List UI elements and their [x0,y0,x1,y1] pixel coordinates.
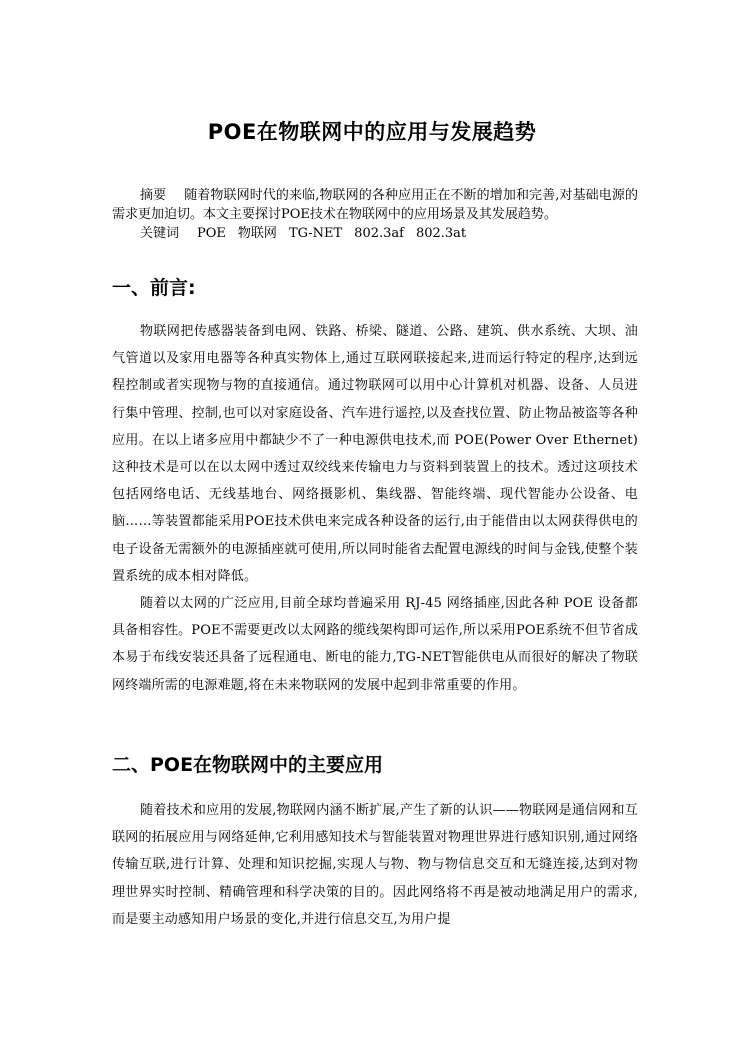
section-heading-preface: 一、前言: [112,277,196,299]
keyword-item: 802.3at [415,226,467,241]
keywords-line [112,224,638,243]
keyword-item: TG-NET [288,226,343,241]
keyword-item: POE [197,226,226,241]
body-paragraph: 物联网把传感器装备到电网、铁路、桥梁、隧道、公路、建筑、供水系统、大坝、油气管道以及家用电器等各种真实物体上,通过互联网联接起来,进而运行特定的程序,达到远程控制或者实现物与物的直接通信。通过物联网可以用中心计算机对机器、设备、人员进行集中管理、控制,也可以对家庭设备、汽车进行遥控,以及查找位置、防止物品被盗等各种应用。在以上诸多应用中都缺少不了一种电源供电技术,而 POE(Power Over Ethernet)这种技术是可以在以太网中透过双绞线来传输电力与资料到装置上的技术。透过这项技术包括网络电话、无线基地台、网络摄影机、集线器、智能终端、现代智能办公设备、电脑……等装置都能采用POE技术供电来完成各种设备的运行,由于能借由以太网获得供电的电子设备无需额外的电源插座就可使用,所以同时能省去配置电源线的时间与金钱,使整个装置系统的成本相对降低。 [112,324,638,584]
section-body-applications [112,797,638,933]
body-paragraph: 随着技术和应用的发展,物联网内涵不断扩展,产生了新的认识——物联网是通信网和互联网的拓展应用与网络延伸,它利用感知技术与智能装置对物理世界进行感知识别,通过网络传输互联,进行计算、处理和知识挖掘,实现人与物、物与物信息交互和无缝连接,达到对物理世界实时控制、精确管理和科学决策的目的。因此网络将不再是被动地满足用户的需求,而是要主动感知用户场景的变化,并进行信息交互,为用户提 [112,803,638,927]
section-body-preface [112,318,638,699]
body-paragraph: 随着以太网的广泛应用,目前全球均普遍采用 RJ-45 网络插座,因此各种 POE 设备都具备相容性。POE不需要更改以太网路的缆线架构即可运作,所以采用POE系统不但节省成本易于布线安装还具备了远程通电、断电的能力,TG-NET智能供电从而很好的解决了物联网终端所需的电源难题,将在未来物联网的发展中起到非常重要的作用。 [112,596,638,693]
document-title: POE在物联网中的应用与发展趋势 [207,120,537,144]
abstract-label: 摘要 [140,188,167,203]
keyword-item: 802.3af [354,226,404,241]
abstract-block [112,186,638,243]
abstract-text: 随着物联网时代的来临,物联网的各种应用正在不断的增加和完善,对基础电源的需求更加迫切。本文主要探讨POE技术在物联网中的应用场景及其发展趋势。 [112,188,638,222]
abstract-paragraph [112,186,638,224]
section-heading-applications: 二、POE在物联网中的主要应用 [112,754,384,776]
keyword-item: 物联网 [237,226,277,241]
keywords-label: 关键词 [140,226,180,241]
